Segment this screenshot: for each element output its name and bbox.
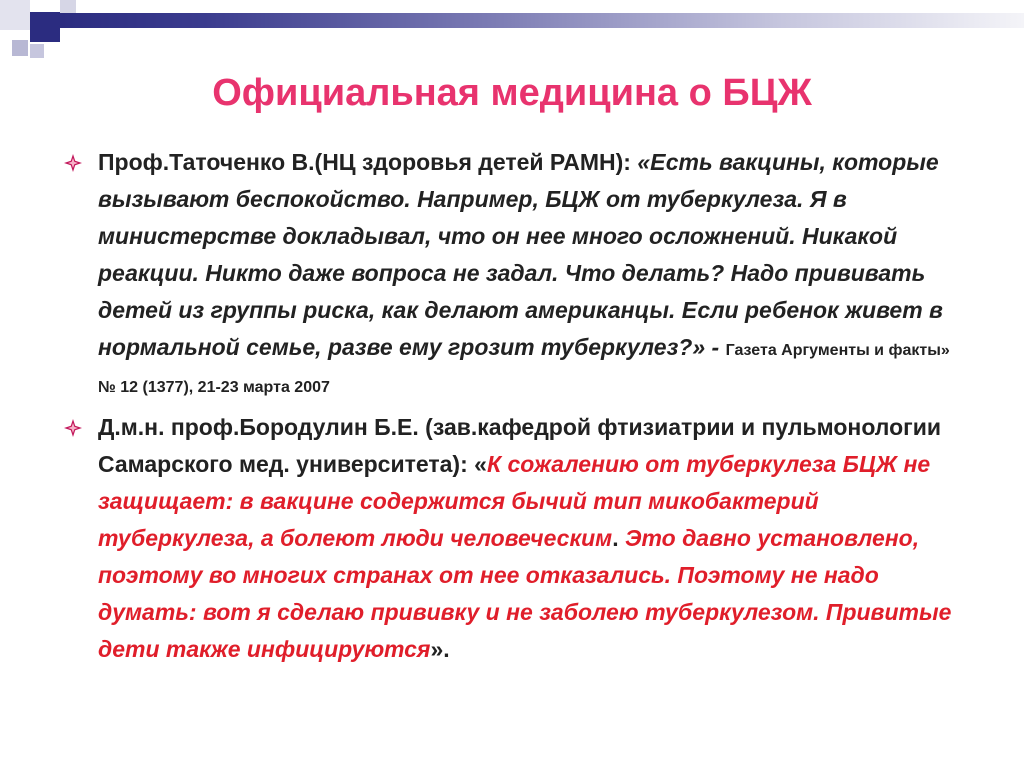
quote-text: «Есть вакцины, которые вызывают беспокойство. Например, БЦЖ от туберкулеза. Я в министерстве докладывал, что он нее много осложнений. Никакой реакции. Никто даже вопроса не задал. Что делать? Надо прививать детей из группы риска, как делают американцы. Если ребенок живет в нормальной семье, разве ему грозит туберкулез?» -: [98, 149, 943, 360]
quote-text-red: К сожалению от туберкулеза БЦЖ не защищает: в вакцине содержится бычий тип микобактерий туберкулеза, а болеют люди человеческим: [98, 451, 931, 551]
decor-gradient-bar: [60, 13, 1024, 28]
decor-square: [12, 40, 28, 56]
quote-text-red: Это давно установлено, поэтому во многих странах от нее отказались. Поэтому не надо думать: вот я сделаю прививку и не заболею туберкулезом. Привитые дети также инфицируются: [98, 525, 952, 662]
quote-close: ».: [430, 636, 450, 662]
bullet-item-tatochenko: [62, 144, 972, 403]
diamond-ornament-icon: [62, 152, 84, 174]
diamond-ornament-icon: [62, 417, 84, 439]
source-citation: Газета Аргументы и факты» № 12 (1377), 21-23 марта 2007: [98, 342, 950, 396]
decor-square: [30, 44, 44, 58]
decor-square: [30, 12, 60, 42]
bullet-item-borodulin: [62, 409, 972, 668]
quote-dot: .: [612, 525, 619, 551]
header-decoration: [0, 0, 1024, 60]
speaker-lead: Д.м.н. проф.Бородулин Б.Е. (зав.кафедрой фтизиатрии и пульмонологии Самарского мед. университета): «: [98, 414, 942, 477]
slide-content: [62, 144, 972, 668]
slide-title: Официальная медицина о БЦЖ: [212, 72, 812, 114]
speaker-lead: Проф.Таточенко В.(НЦ здоровья детей РАМН):: [98, 149, 638, 175]
decor-square: [0, 0, 30, 30]
